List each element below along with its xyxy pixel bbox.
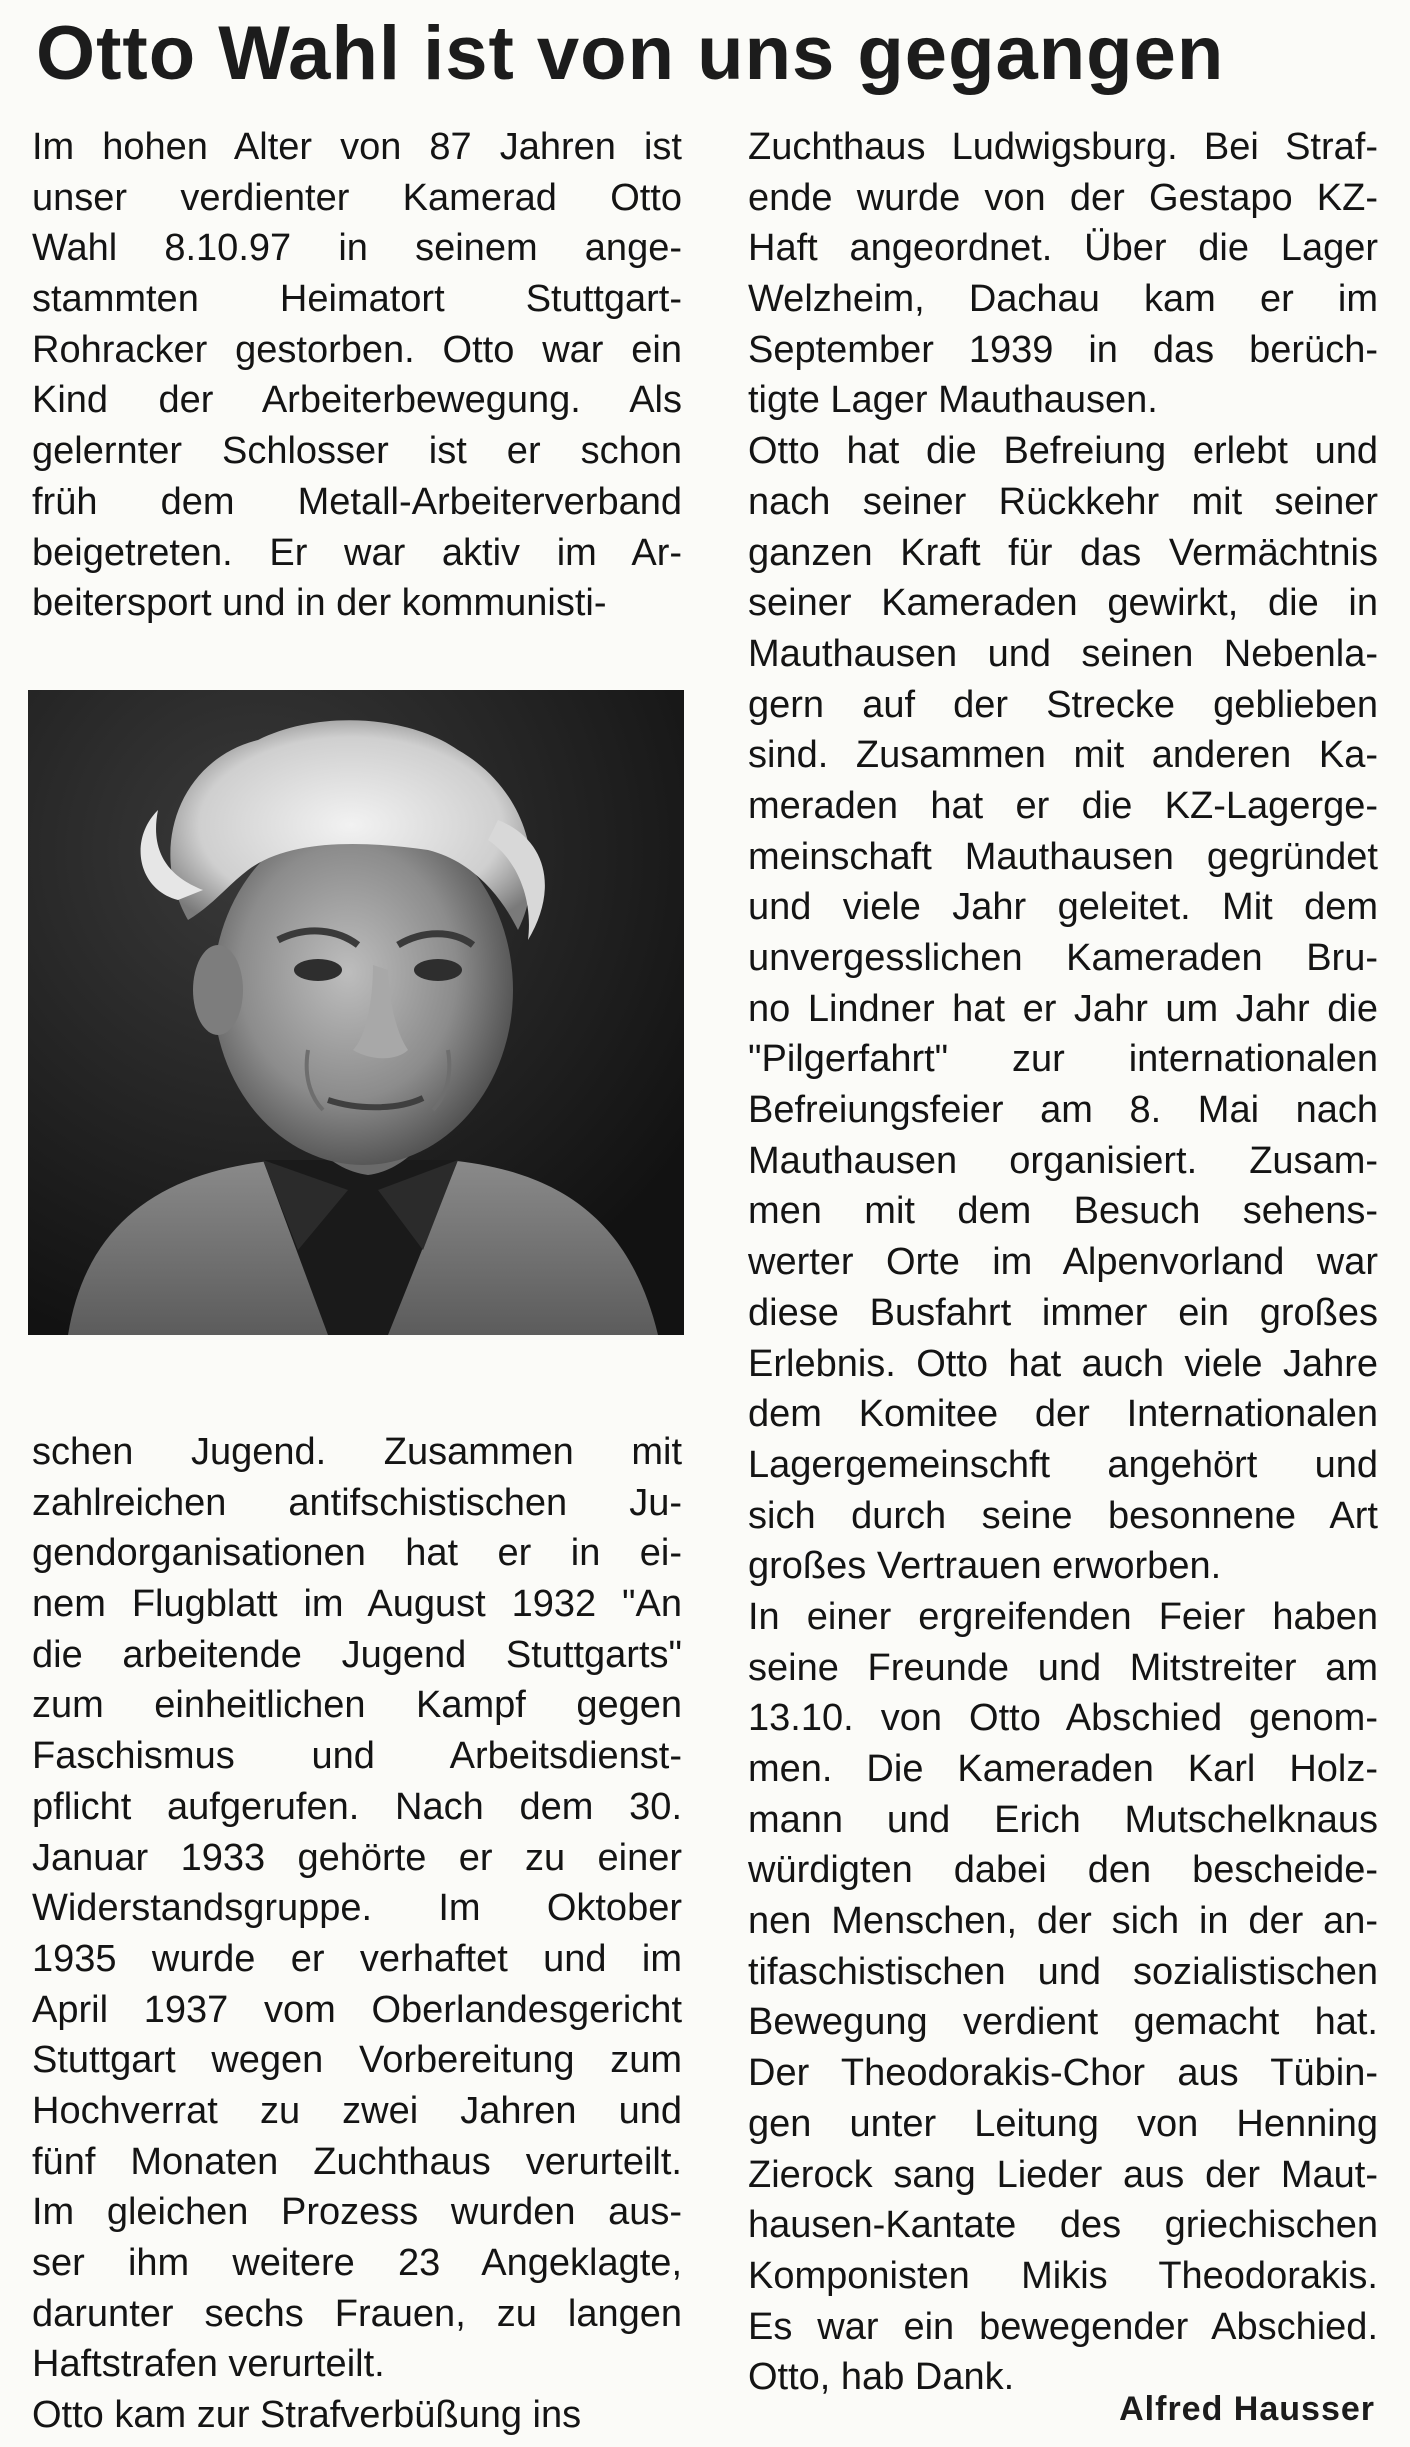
- article-text-line: gen unter Leitung von Henning: [748, 2102, 1378, 2145]
- article-text-line: fünf Monaten Zuchthaus verurteilt.: [32, 2140, 682, 2183]
- article-text-line: Haftstrafen verurteilt.: [32, 2343, 385, 2386]
- article-text-line: beigetreten. Er war aktiv im Ar-: [32, 531, 682, 574]
- article-text-line: meraden hat er die KZ-Lagerge-: [748, 784, 1378, 827]
- portrait-photo: [28, 690, 684, 1335]
- article-text-line: schen Jugend. Zusammen mit: [32, 1431, 682, 1473]
- article-text-line: werter Orte im Alpenvorland war: [748, 1241, 1378, 1284]
- article-text-line: Welzheim, Dachau kam er im: [748, 278, 1378, 321]
- article-text-line: In einer ergreifenden Feier haben: [748, 1595, 1378, 1638]
- article-text-line: darunter sechs Frauen, zu langen: [32, 2292, 682, 2335]
- article-text-line: die arbeitende Jugend Stuttgarts": [32, 1633, 682, 1676]
- article-text-line: Widerstandsgruppe. Im Oktober: [32, 1887, 682, 1930]
- article-text-line: nen Menschen, der sich in der an-: [748, 1900, 1378, 1943]
- article-text-line: Zuchthaus Ludwigsburg. Bei Straf-: [748, 126, 1378, 168]
- article-text-line: stammten Heimatort Stuttgart-: [32, 278, 682, 321]
- article-text-line: Komponisten Mikis Theodorakis.: [748, 2254, 1378, 2297]
- article-headline: Otto Wahl ist von uns gegangen: [36, 11, 1225, 96]
- article-text-line: ser ihm weitere 23 Angeklagte,: [32, 2242, 682, 2284]
- article-text-line: Mauthausen und seinen Nebenla-: [748, 632, 1378, 675]
- article-text-line: diese Busfahrt immer ein großes: [748, 1291, 1378, 1334]
- article-text-line: Hochverrat zu zwei Jahren und: [32, 2089, 682, 2132]
- article-text-line: Wahl 8.10.97 in seinem ange-: [32, 227, 682, 270]
- article-text-line: unvergesslichen Kameraden Bru-: [748, 937, 1378, 979]
- article-text-line: Otto hat die Befreiung erlebt und: [748, 430, 1378, 473]
- article-text-line: September 1939 in das berüch-: [748, 328, 1378, 371]
- article-text-line: Januar 1933 gehörte er zu einer: [32, 1836, 682, 1879]
- article-text-line: seiner Kameraden gewirkt, die in: [748, 582, 1378, 625]
- article-text-line: Otto, hab Dank.: [748, 2356, 1015, 2399]
- article-text-line: Stuttgart wegen Vorbereitung zum: [32, 2039, 682, 2082]
- article-text-line: mann und Erich Mutschelknaus: [748, 1798, 1378, 1841]
- article-text-line: würdigten dabei den bescheide-: [748, 1849, 1378, 1892]
- article-text-line: meinschaft Mauthausen gegründet: [748, 835, 1378, 878]
- article-text-line: Mauthausen organisiert. Zusam-: [748, 1139, 1378, 1182]
- article-text-line: Im hohen Alter von 87 Jahren ist: [32, 126, 682, 168]
- article-text-line: Faschismus und Arbeitsdienst-: [32, 1735, 682, 1778]
- article-text-line: Im gleichen Prozess wurden aus-: [32, 2191, 682, 2234]
- article-text-line: gendorganisationen hat er in ei-: [32, 1532, 682, 1575]
- article-text-line: Es war ein bewegender Abschied.: [748, 2305, 1378, 2348]
- article-text-line: früh dem Metall-Arbeiterverband: [32, 480, 682, 523]
- article-column-left-bottom: [32, 1427, 682, 2441]
- article-column-right: [748, 122, 1378, 2403]
- article-text-line: tifaschistischen und sozialistischen: [748, 1950, 1378, 1993]
- author-signature: Alfred Hausser: [1119, 2390, 1375, 2428]
- article-text-line: "Pilgerfahrt" zur internationalen: [748, 1038, 1378, 1081]
- portrait-image: [28, 690, 684, 1335]
- article-text-line: Bewegung verdient gemacht hat.: [748, 2001, 1378, 2044]
- article-text-line: pflicht aufgerufen. Nach dem 30.: [32, 1785, 682, 1828]
- article-text-line: und viele Jahr geleitet. Mit dem: [748, 886, 1378, 929]
- article-text-line: tigte Lager Mauthausen.: [748, 379, 1158, 422]
- article-text-line: Lagergemeinschft angehört und: [748, 1443, 1378, 1486]
- article-text-line: Kind der Arbeiterbewegung. Als: [32, 379, 682, 422]
- article-text-line: men mit dem Besuch sehens-: [748, 1190, 1378, 1233]
- article-text-line: Rohracker gestorben. Otto war ein: [32, 328, 682, 371]
- article-text-line: beitersport und in der kommunisti-: [32, 582, 607, 625]
- article-text-line: Der Theodorakis-Chor aus Tübin-: [748, 2052, 1378, 2095]
- article-text-line: unser verdienter Kamerad Otto: [32, 176, 682, 219]
- article-text-line: gelernter Schlosser ist er schon: [32, 430, 682, 473]
- article-text-line: no Lindner hat er Jahr um Jahr die: [748, 987, 1378, 1030]
- article-text-line: Erlebnis. Otto hat auch viele Jahre: [748, 1342, 1378, 1385]
- article-text-line: nach seiner Rückkehr mit seiner: [748, 480, 1378, 523]
- article-text-line: sind. Zusammen mit anderen Ka-: [748, 734, 1378, 777]
- article-text-line: zum einheitlichen Kampf gegen: [32, 1684, 682, 1727]
- article-text-line: gern auf der Strecke geblieben: [748, 683, 1378, 726]
- article-text-line: ende wurde von der Gestapo KZ-: [748, 176, 1378, 219]
- article-column-left-top: [32, 122, 682, 629]
- article-text-line: zahlreichen antifschistischen Ju-: [32, 1481, 682, 1524]
- article-text-line: Befreiungsfeier am 8. Mai nach: [748, 1089, 1378, 1132]
- article-text-line: hausen-Kantate des griechischen: [748, 2204, 1378, 2247]
- article-text-line: Otto kam zur Strafverbüßung ins: [32, 2394, 582, 2437]
- article-text-line: 13.10. von Otto Abschied genom-: [748, 1697, 1378, 1740]
- article-text-line: 1935 wurde er verhaftet und im: [32, 1937, 682, 1980]
- article-text-line: nem Flugblatt im August 1932 "An: [32, 1583, 682, 1626]
- article-text-line: ganzen Kraft für das Vermächtnis: [748, 531, 1378, 574]
- article-text-line: men. Die Kameraden Karl Holz-: [748, 1748, 1378, 1790]
- article-text-line: Haft angeordnet. Über die Lager: [748, 227, 1378, 270]
- article-text-line: sich durch seine besonnene Art: [748, 1494, 1378, 1537]
- article-text-line: seine Freunde und Mitstreiter am: [748, 1646, 1378, 1689]
- article-text-line: großes Vertrauen erworben.: [748, 1545, 1222, 1588]
- article-text-line: dem Komitee der Internationalen: [748, 1393, 1378, 1436]
- article-text-line: Zierock sang Lieder aus der Maut-: [748, 2153, 1378, 2196]
- article-text-line: April 1937 vom Oberlandesgericht: [32, 1988, 682, 2031]
